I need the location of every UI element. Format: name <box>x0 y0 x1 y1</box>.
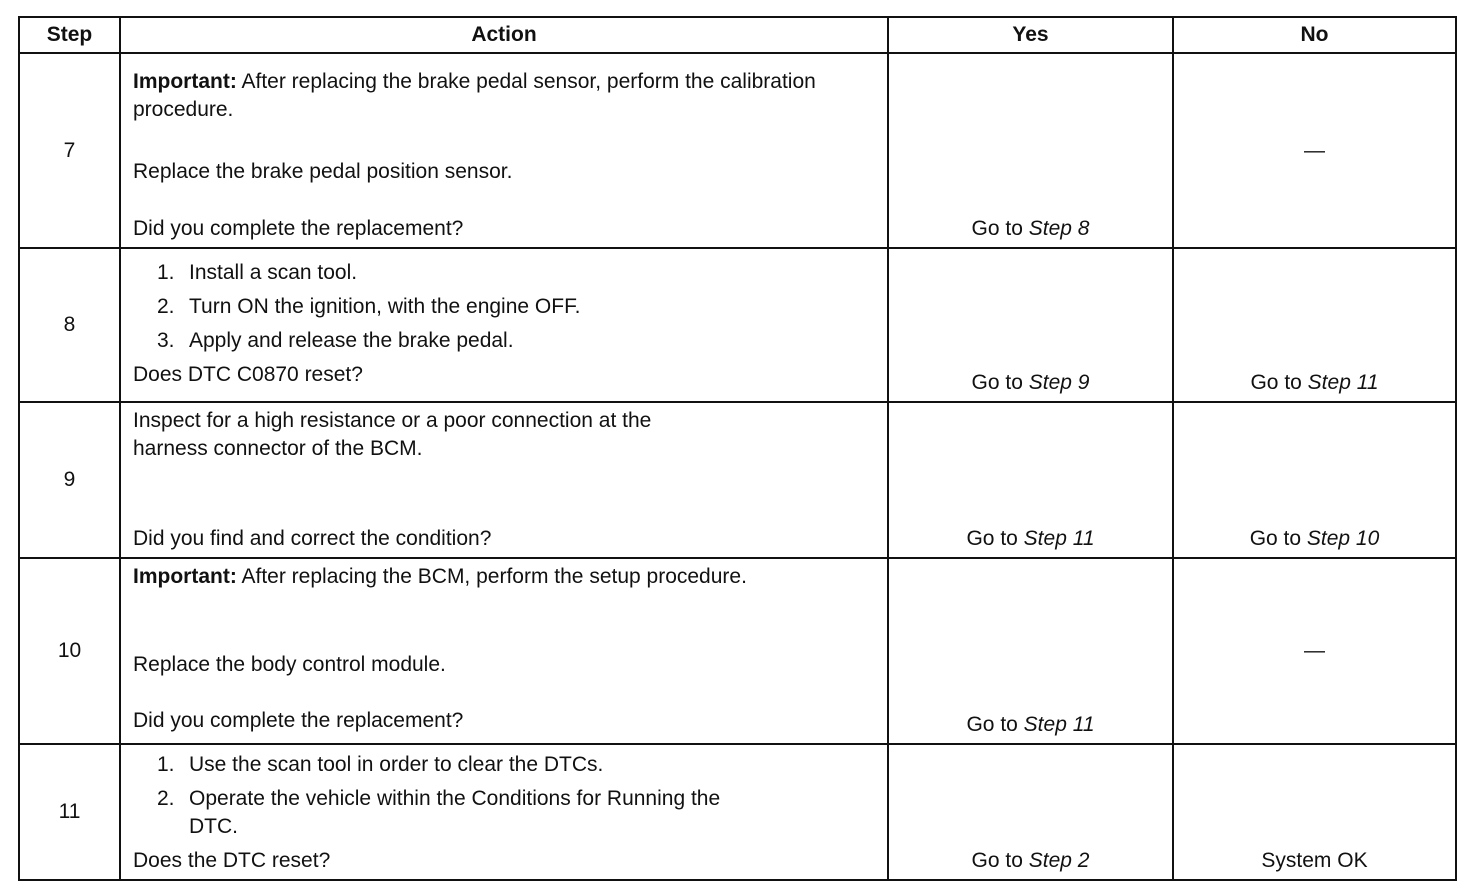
yes-cell <box>888 248 1173 402</box>
list-item: 2. Operate the vehicle within the Conditions for Running the DTC. <box>157 787 721 838</box>
no-prefix: Go to <box>1249 527 1307 550</box>
yes-cell <box>888 402 1173 558</box>
step-number: 11 <box>19 744 120 880</box>
yes-step-link[interactable]: Step 9 <box>1028 371 1090 394</box>
no-cell <box>1173 558 1456 744</box>
table-row <box>19 558 1456 744</box>
yes-prefix: Go to <box>971 371 1029 394</box>
header-no: No <box>1173 17 1456 53</box>
yes-step-link[interactable]: Step 2 <box>1028 849 1090 872</box>
diagnostic-table <box>18 16 1457 881</box>
no-cell <box>1173 402 1456 558</box>
instruction-text: Inspect for a high resistance or a poor connection at the harness connector of the BCM. <box>133 409 652 460</box>
yes-cell <box>888 558 1173 744</box>
action-cell <box>120 558 888 744</box>
important-note <box>133 559 877 591</box>
yes-step-link[interactable]: Step 11 <box>1023 713 1095 736</box>
yes-prefix: Go to <box>971 849 1029 872</box>
table-row <box>19 744 1456 880</box>
header-row <box>19 17 1456 53</box>
question-text: Did you find and correct the condition? <box>133 527 492 550</box>
question-text: Does DTC C0870 reset? <box>133 363 363 386</box>
no-step-link[interactable]: Step 11 <box>1307 371 1379 394</box>
question-text: Does the DTC reset? <box>133 849 331 872</box>
question-text: Did you complete the replacement? <box>133 709 464 732</box>
no-cell <box>1173 744 1456 880</box>
procedure-list <box>133 751 877 841</box>
no-text: System OK <box>1261 849 1368 872</box>
no-cell <box>1173 53 1456 248</box>
important-text: After replacing the brake pedal sensor, perform the calibration procedure. <box>133 70 816 121</box>
important-label: Important: <box>133 565 237 588</box>
yes-prefix: Go to <box>966 527 1024 550</box>
table-row <box>19 402 1456 558</box>
no-text: — <box>1304 639 1325 662</box>
yes-prefix: Go to <box>971 217 1029 240</box>
no-prefix: Go to <box>1250 371 1308 394</box>
table-row <box>19 248 1456 402</box>
action-cell <box>120 248 888 402</box>
instruction-text: Replace the body control module. <box>133 653 446 676</box>
action-cell <box>120 402 888 558</box>
important-note <box>133 54 877 124</box>
yes-cell <box>888 53 1173 248</box>
yes-step-link[interactable]: Step 11 <box>1023 527 1095 550</box>
important-text: After replacing the BCM, perform the setup procedure. <box>236 565 747 588</box>
header-yes: Yes <box>888 17 1173 53</box>
instruction-text: Replace the brake pedal position sensor. <box>133 160 513 183</box>
action-cell <box>120 744 888 880</box>
step-number: 7 <box>19 53 120 248</box>
header-action: Action <box>120 17 888 53</box>
yes-cell <box>888 744 1173 880</box>
list-item: 3. Apply and release the brake pedal. <box>157 329 514 352</box>
no-cell <box>1173 248 1456 402</box>
step-number: 10 <box>19 558 120 744</box>
no-text: — <box>1304 138 1325 162</box>
yes-step-link[interactable]: Step 8 <box>1028 217 1090 240</box>
table-row <box>19 53 1456 248</box>
question-text: Did you complete the replacement? <box>133 217 464 240</box>
list-item: 2. Turn ON the ignition, with the engine OFF. <box>157 295 581 318</box>
important-label: Important: <box>133 70 237 93</box>
yes-prefix: Go to <box>966 713 1024 736</box>
step-number: 8 <box>19 248 120 402</box>
step-number: 9 <box>19 402 120 558</box>
list-item: 1. Install a scan tool. <box>157 261 358 284</box>
action-cell <box>120 53 888 248</box>
no-step-link[interactable]: Step 10 <box>1306 527 1380 550</box>
procedure-list <box>133 259 877 355</box>
header-step: Step <box>19 17 120 53</box>
list-item: 1. Use the scan tool in order to clear the DTCs. <box>157 753 604 776</box>
